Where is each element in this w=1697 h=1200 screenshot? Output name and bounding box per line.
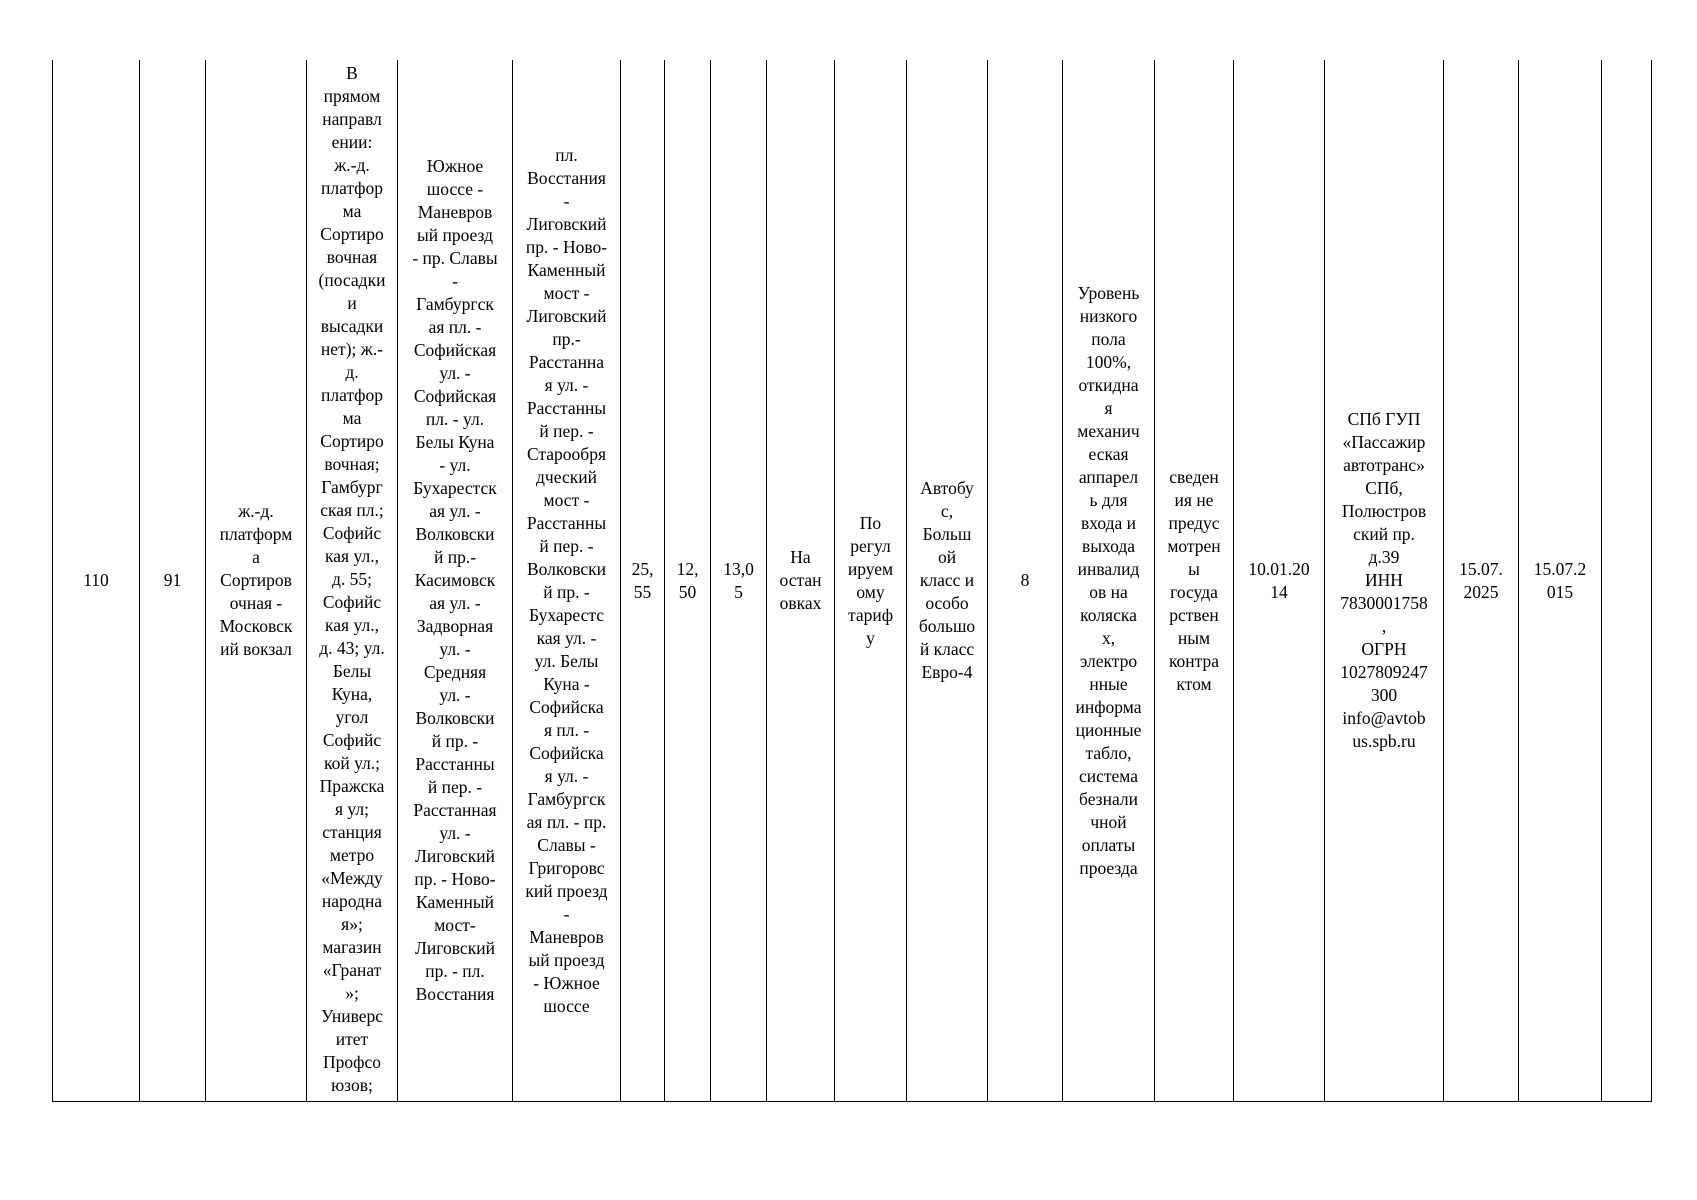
cell-reg-number: 110	[53, 60, 140, 1102]
cell-carrier: СПб ГУП «Пассажир автотранс» СПб, Полюстров ский пр. д.39 ИНН 7830001758 , ОГРН 1027809247 300 info@avtob us.spb.ru	[1325, 60, 1444, 1102]
cell-vehicle-type: Автобу с, Больш ой класс и особо большо й класс Евро-4	[907, 60, 988, 1102]
cell-date-a: 15.07. 2025	[1444, 60, 1519, 1102]
cell-boarding-order: На остан овках	[767, 60, 835, 1102]
cell-length-reverse: 13,0 5	[711, 60, 767, 1102]
cell-length-forward: 12, 50	[665, 60, 711, 1102]
route-registry-table	[52, 60, 1652, 1102]
cell-streets-forward: Южное шоссе - Маневров ый проезд - пр. Славы - Гамбургск ая пл. - Софийская ул. - Софийская пл. - ул. Белы Куна - ул. Бухарестск ая ул. - Волковски й пр.- Касимовск ая ул. - Задворная ул. - Средняя ул. - Волковски й пр. - Расстанны й пер. - Расстанная ул. - Лиговский пр. - Ново- Каменный мост- Лиговский пр. - пл. Восстания	[398, 60, 513, 1102]
cell-vehicle-count: 8	[988, 60, 1063, 1102]
cell-route-number: 91	[140, 60, 206, 1102]
cell-length-total: 25, 55	[621, 60, 665, 1102]
cell-start-date: 10.01.20 14	[1234, 60, 1325, 1102]
cell-route-name: ж.-д. платформ а Сортиров очная - Московск ий вокзал	[206, 60, 307, 1102]
cell-streets-reverse: пл. Восстания - Лиговский пр. - Ново- Каменный мост - Лиговский пр.- Расстанна я ул. - Расстанны й пер. - Старообря дческий мост - Расстанны й пер. - Волковски й пр. - Бухарестс кая ул. - ул. Белы Куна - Софийска я пл. - Софийска я ул. - Гамбургск ая пл. - пр. Славы - Григоровс кий проезд - Маневров ый проезд - Южное шоссе	[513, 60, 621, 1102]
table-row	[53, 60, 1652, 1102]
cell-vehicle-features: Уровень низкого пола 100%, откидна я механич еская аппарел ь для входа и выхода инвалид ов на коляска х, электро нные информа ционные табло, система безнали чной оплаты проезда	[1063, 60, 1155, 1102]
cell-contract-info: сведен ия не предус мотрен ы госуда рствен ным контра ктом	[1155, 60, 1234, 1102]
cell-date-b: 15.07.2 015	[1519, 60, 1602, 1102]
cell-extra	[1602, 60, 1652, 1102]
cell-tariff-type: По регул ируем ому тариф у	[835, 60, 907, 1102]
cell-stops: В прямом направл ении: ж.-д. платфор ма Сортиро вочная (посадки и высадки нет); ж.- д. платфор ма Сортиро вочная; Гамбург ская пл.; Софийс кая ул., д. 55; Софийс кая ул., д. 43; ул. Белы Куна, угол Софийс кой ул.; Пражска я ул; станция метро «Между народна я»; магазин «Гранат »; Универс итет Профсо юзов;	[307, 60, 398, 1102]
